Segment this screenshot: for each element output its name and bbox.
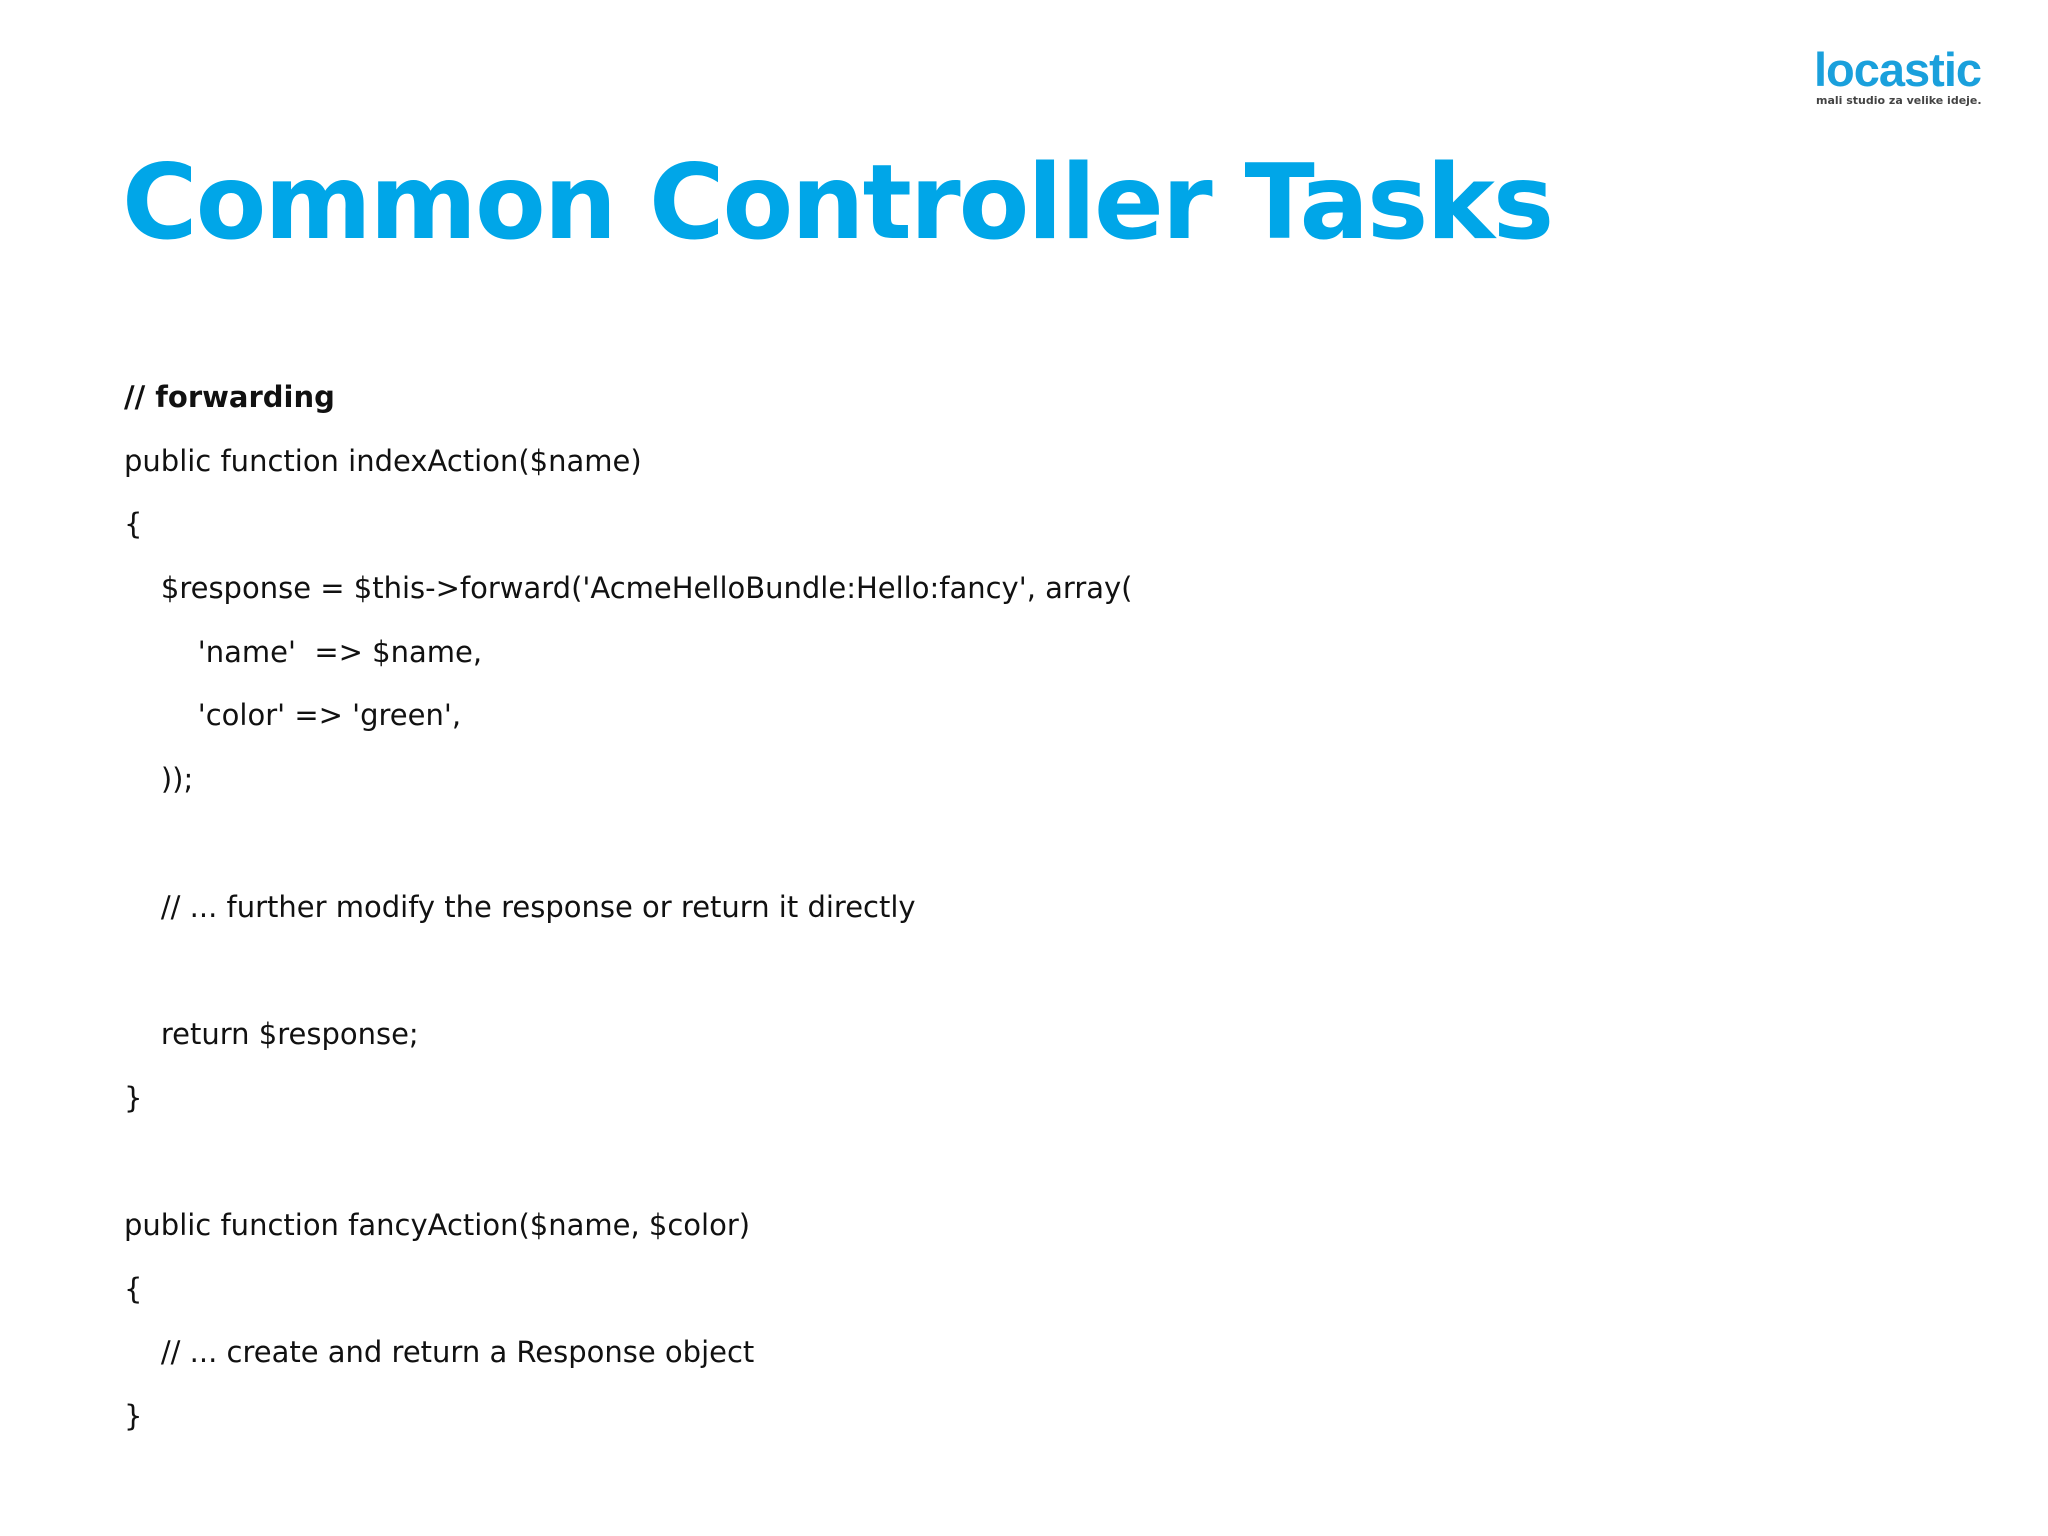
code-line: public function fancyAction($name, $color) [124,1207,751,1242]
code-line: 'name' => $name, [124,634,483,669]
locastic-logo [1814,44,1994,108]
code-line: } [124,1399,143,1433]
code-line: { [124,507,143,542]
slide-title: Common Controller Tasks [122,143,1553,263]
code-line-blank [124,812,1133,876]
code-line-blank [124,939,1133,1003]
code-block [124,366,1133,1449]
code-line: $response = $this->forward('AcmeHelloBundle:Hello:fancy', array( [124,571,1133,606]
code-comment-heading: // forwarding [124,380,335,414]
code-line: public function indexAction($name) [124,443,642,478]
logo-tagline: mali studio za velike ideje. [1816,94,1982,107]
code-line: } [124,1080,143,1115]
code-line: { [124,1271,143,1306]
code-line: )); [124,762,194,797]
code-line: // ... further modify the response or return it directly [124,889,916,924]
code-line: // ... create and return a Response object [124,1335,755,1370]
code-line-blank [124,1130,1133,1194]
code-line: 'color' => 'green', [124,698,462,733]
logo-wordmark: locastic [1814,43,1982,96]
code-line: return $response; [124,1016,419,1051]
